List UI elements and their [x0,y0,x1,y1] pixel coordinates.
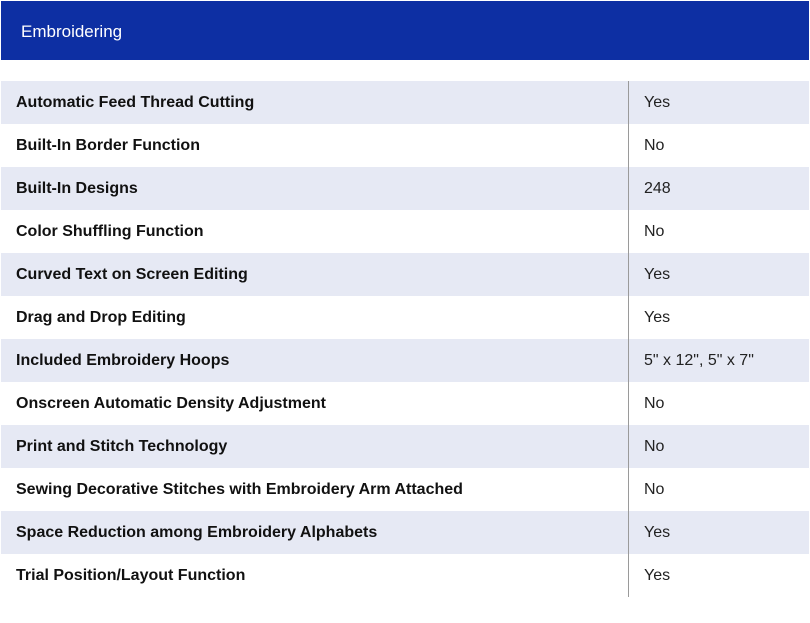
table-row [1,468,809,511]
spec-value: 248 [628,167,809,210]
section-title: Embroidering [21,22,123,41]
table-row [1,253,809,296]
table-row [1,210,809,253]
spec-value: Yes [628,511,809,554]
spec-label: Curved Text on Screen Editing [16,265,248,283]
table-row [1,382,809,425]
spec-label: Sewing Decorative Stitches with Embroidery Arm Attached [16,480,463,498]
table-row [1,554,809,597]
spec-label: Included Embroidery Hoops [16,351,230,369]
spec-value: No [628,210,809,253]
spec-table [1,81,809,597]
table-row [1,124,809,167]
spec-label: Onscreen Automatic Density Adjustment [16,394,326,412]
spec-value: 5" x 12", 5" x 7" [628,339,809,382]
spec-label: Automatic Feed Thread Cutting [16,93,255,111]
spec-value: No [628,468,809,511]
spec-label: Built-In Border Function [16,136,200,154]
spec-value: No [628,425,809,468]
table-row [1,511,809,554]
spec-value: No [628,382,809,425]
spec-label: Space Reduction among Embroidery Alphabets [16,523,378,541]
table-row [1,167,809,210]
spec-value: Yes [628,81,809,124]
spec-label: Color Shuffling Function [16,222,204,240]
spec-value: Yes [628,296,809,339]
spec-value: Yes [628,554,809,597]
spec-label: Drag and Drop Editing [16,308,186,326]
spec-label: Print and Stitch Technology [16,437,228,455]
spec-value: No [628,124,809,167]
spec-value: Yes [628,253,809,296]
spec-label: Built-In Designs [16,179,138,197]
table-row [1,339,809,382]
table-row [1,425,809,468]
spec-label: Trial Position/Layout Function [16,566,246,584]
table-row [1,81,809,124]
table-row [1,296,809,339]
section-header [1,1,809,60]
